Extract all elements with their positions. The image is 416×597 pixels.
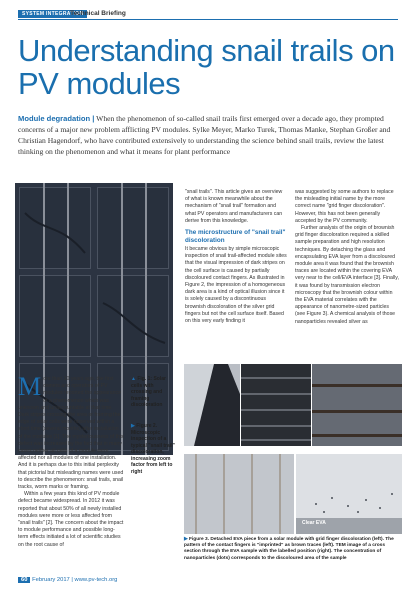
article-title: Understanding snail trails on PV modules — [18, 33, 395, 101]
body-paragraph: was suggested by some authors to replace the misleading initial name by the more correct name "grid finger discoloration". However, this has not been generally accepted by the PV community. — [295, 189, 394, 224]
drop-cap: M — [18, 372, 42, 401]
figure1-text: Solar cells with crossing and framing discoloration — [131, 376, 166, 408]
page-header — [0, 0, 416, 22]
figure2-label: Figure 2. — [136, 423, 158, 429]
figure2-text: Microscopic inspection of a typical "snail trail" discoloration, increasing zoom factor from left to right — [131, 429, 175, 475]
page-number: 60 — [18, 577, 30, 583]
figure2-image-3 — [312, 364, 402, 446]
clear-eva-label: Clear EVA — [302, 520, 326, 526]
site-url: www.pv-tech.org — [74, 577, 118, 583]
issue-date: February 2017 — [32, 577, 70, 583]
figure1-caption: ▲ Fig. 1: Solar cells with crossing and framing discoloration — [131, 376, 166, 408]
figure3-eva-image — [184, 454, 294, 534]
section-tag: SYSTEM INTEGRATION — [18, 10, 87, 18]
figure2-caption: ▶ Figure 2. Microscopic inspection of a typical "snail trail" discoloration, increasing zoom factor from left to right — [131, 423, 175, 475]
body-paragraph: Further analysis of the origin of brownish grid finger discoloration required a skilled sample preparation and high resolution techniques. By detaching the glass and encapsulating EVA layer from a discoloured module area it was found that the brownish traces are located within the covering EVA very near to the cell/EVA interface [3]. Finally, it was found by transmission electron microscopy that the brownish colour within the EVA material correlates with the appearance of nanometre-sized particles (see Figure 3). A chemical analysis of those nanoparticles revealed silver as — [295, 225, 399, 325]
article-type: Technical Briefing — [70, 10, 126, 17]
column-3 — [295, 189, 399, 326]
body-paragraph: "snail trails". This article gives an overview of what is known meanwhile about the mechanism of "snail trail" formation and what PV operators and manufacturers can derive from this knowledge. — [185, 189, 283, 224]
page-footer — [18, 577, 117, 583]
body-paragraph: Within a few years this kind of PV module defect became widespread. In 2012 it was reported that about 50% of all newly installed modules were more or less affected from "snail trails" [2]. The concern about the impact to module performance and possible long-term effects initiated a lot of scientific studies on the root cause of — [18, 491, 124, 548]
column-1 — [18, 372, 124, 549]
standfirst — [18, 113, 402, 157]
footer-separator: | — [71, 577, 73, 583]
figure3-tem-image — [296, 454, 402, 534]
figure3-label: Figure 3. — [189, 537, 210, 542]
figure3-text: Detached EVA piece from a solar module with grid finger discoloration (left). The pattern of the contact fingers is "imprinted" as brown traces (left). TEM image of a cross section through the EVA sample with the labelled position (right). The concentration of nanoparticles (dots) corresponds to the discoloured area of the sample — [184, 537, 394, 561]
figure2-image-2 — [241, 364, 311, 446]
standfirst-text: When the phenomenon of so-called snail trails first emerged over a decade ago, they prompted concerns of a major new problem afflicting PV modules. Sylke Meyer, Marko Turek, Thomas Manke, Stephan Großer and Christian Hagendorf, who have contributed extensively to understanding the science behind snail trails, review the latest thinking on the phenomenon and what it means for plant performance — [18, 114, 391, 157]
figure1-label: Fig. 1: — [137, 376, 153, 382]
header-rule — [18, 19, 398, 20]
standfirst-kicker: Module degradation | — [18, 114, 95, 123]
figure2-image-1 — [184, 364, 240, 446]
column-2 — [185, 189, 287, 325]
subheading: The microstructure of "snail trail" discoloration — [185, 229, 286, 244]
figure3-caption: ▶ Figure 3. Detached EVA piece from a solar module with grid finger discoloration (left). The pattern of the contact fingers is "imprinted" as brown traces (left). TEM image of a cross section through the EVA sample with the labelled position (right). The concentration of nanoparticles (dots) corresponds to the discoloured area of the sample — [184, 537, 394, 561]
body-paragraph: ore than 10 years ago, the first owners and operators of PV modules reported the appearance of a phenomenon which was unknown and unaccountable at that time. Dark stripes crossing the area or framing the edge of solar cells were observed within a short time (several months) after installation of the modules [1]. The mysteriousness of this defect was increased by the fact that in many cases neither all cells of a module were affected nor all modules of one installation. And it is perhaps due to this initial perplexity that pictorial but misleading names were used to describe the phenomenon: snail trails, snail tracks, worm marks or framing. — [18, 376, 124, 491]
body-paragraph: It became obvious by simple microscopic inspection of snail trail-affected module sites that the visual impression of dark stripes on the cell surface is caused by partially discoloured contact fingers. As illustrated in Figure 2, the impression of a homogeneous dark area is a kind of optical illusion since it is solely caused by a discontinuous brownish discoloration of the silver grid fingers but not the cell surface itself. Based on this very early finding it — [185, 246, 287, 325]
